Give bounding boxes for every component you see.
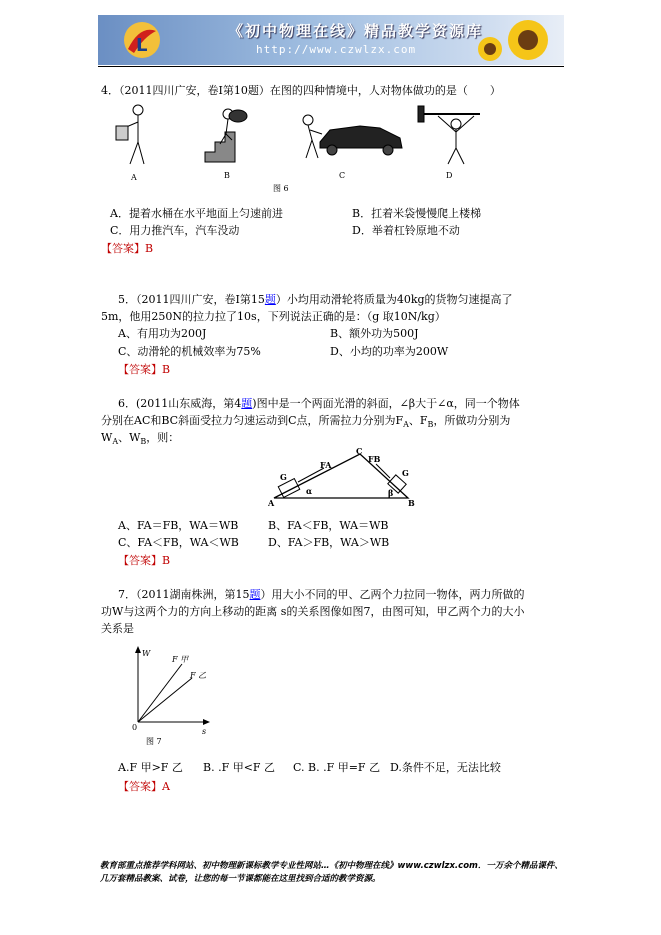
header-rule: [98, 66, 564, 67]
q7-option-a: A.F 甲>F 乙: [118, 761, 183, 774]
q7-answer: 【答案】A: [118, 780, 170, 793]
q6-label-g2: G: [402, 468, 409, 478]
q6-label-fa: FA: [320, 460, 332, 470]
q4-answer: 【答案】B: [101, 242, 154, 255]
q4-option-c: C．用力推汽车，汽车没动: [110, 224, 240, 237]
q6-label-b: B: [408, 498, 415, 506]
q5-answer: 【答案】B: [118, 363, 171, 376]
weightlifter-icon: [418, 106, 480, 164]
q7-option-d: D.条件不足，无法比较: [390, 761, 501, 774]
q7-label-fjia: F 甲: [172, 655, 189, 664]
q6-answer: 【答案】B: [118, 554, 171, 567]
q4-label-b: B: [224, 171, 230, 180]
header-url[interactable]: http://www.czwlzx.com: [256, 43, 417, 56]
q7-label-o: 0: [132, 723, 138, 732]
person-car-icon: [303, 115, 402, 158]
q4-option-a: A．提着水桶在水平地面上匀速前进: [110, 207, 283, 220]
q7-label-s: s: [202, 727, 207, 736]
q6-link[interactable]: 题: [241, 397, 253, 410]
q7-label-fyi: F 乙: [190, 671, 207, 680]
q4-option-d: D．举着杠铃原地不动: [352, 224, 460, 237]
q6-option-c: C、FA＜FB，WA＜WB: [118, 536, 239, 549]
q6-option-a: A、FA＝FB，WA＝WB: [118, 519, 239, 532]
q6-line3: $W_A$、$W_B$，则：: [101, 431, 180, 447]
q5-link[interactable]: 题: [264, 293, 276, 306]
q6-label-fb: FB: [368, 454, 381, 464]
header-banner: [98, 15, 564, 65]
q6-label-c: C: [356, 446, 363, 456]
person-stairs-icon: [205, 109, 247, 162]
q7-line2: 功W与这两个力的方向上移动的距离 s的关系图像如图7，由图可知，甲乙两个力的大小: [101, 605, 525, 618]
q7-graph-figure: [128, 644, 218, 750]
q5-option-a: A、有用功为200J: [118, 327, 207, 340]
person-bucket-icon: [116, 105, 144, 164]
q6-label-alpha: α: [306, 486, 313, 496]
q4-fig-caption: 图 6: [273, 184, 289, 193]
q7-link[interactable]: 题: [249, 588, 261, 601]
q4-option-b: B．扛着米袋慢慢爬上楼梯: [352, 207, 482, 220]
q6-line2: 分别在AC和BC斜面受拉力匀速运动到C点，所需拉力分别为$F_A$、$F_B$，所做功分别为: [101, 414, 511, 430]
q4-label-c: C: [339, 171, 346, 180]
sunflower-icon: [468, 15, 564, 65]
q7-option-c: C. B. .F 甲=F 乙: [293, 761, 381, 774]
q5-line1: 5．（2011四川广安，卷Ⅰ第15题）小均用动滑轮将质量为40kg的货物匀速提高了: [118, 293, 513, 306]
q5-option-b: B、额外功为500J: [330, 327, 419, 340]
q4-label-a: A: [131, 173, 137, 182]
arrow-up-icon: [135, 646, 141, 653]
q7-fig-caption: 图 7: [146, 737, 162, 746]
q6-label-g1: G: [280, 472, 287, 482]
svg-text:L: L: [136, 35, 148, 56]
q6-line1: 6．(2011山东威海，第4题)图中是一个两面光滑的斜面，∠β大于∠α，同一个物体: [118, 397, 520, 410]
q5-line2: 5m，他用250N的拉力拉了10s，下列说法正确的是：（g 取10N/kg）: [101, 310, 446, 323]
arrow-right-icon: [203, 719, 210, 725]
q7-label-w: W: [142, 649, 151, 658]
q4-label-d: D: [446, 171, 453, 180]
q5-option-d: D、小均的功率为200W: [330, 345, 449, 358]
q6-label-beta: β: [388, 488, 394, 498]
footer-text: 教育部重点推荐学科网站、初中物理新课标教学专业性网站…《初中物理在线》www.czwlzx.com．一万余个精品课件、几万套精品教案、试卷，让您的每一节课都能在这里找到合适的教学资源。: [100, 861, 563, 884]
header-title: 《初中物理在线》精品教学资源库: [228, 22, 484, 40]
q7-line3: 关系是: [101, 622, 134, 635]
q6-option-d: D、FA＞FB，WA＞WB: [268, 536, 390, 549]
q5-option-c: C、动滑轮的机械效率为75%: [118, 345, 261, 358]
q6-label-a: A: [268, 498, 275, 506]
q7-option-b: B. .F 甲<F 乙: [203, 761, 276, 774]
q7-line1: 7．（2011湖南株洲，第15题）用大小不同的甲、乙两个力拉同一物体，两力所做的: [118, 588, 525, 601]
logo-icon: [120, 19, 164, 61]
q4-stem: 4．（2011四川广安，卷Ⅰ第10题）在图的四种情境中，人对物体做功的是（ ）: [101, 84, 501, 97]
q4-figure: [110, 102, 480, 194]
q6-incline-figure: [268, 446, 428, 506]
q6-option-b: B、FA＜FB，WA＝WB: [268, 519, 389, 532]
